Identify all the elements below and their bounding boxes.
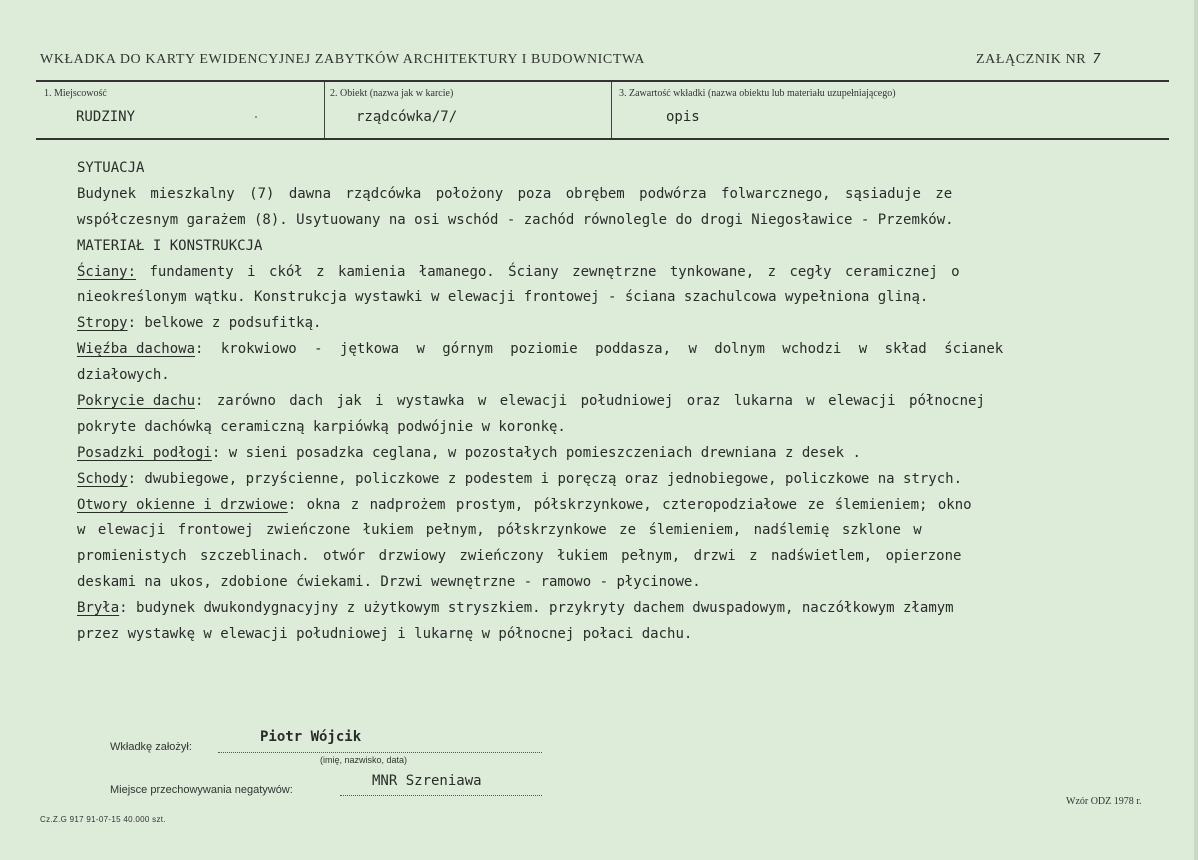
ceilings-text: : belkowe z podsufitką. (127, 315, 322, 332)
storage-line (340, 795, 542, 796)
stairs-label: Schody (77, 470, 128, 487)
walls-line-1 (77, 260, 1139, 286)
created-by-caption: (imię, nazwisko, data) (320, 755, 408, 765)
attachment-number (976, 52, 1101, 68)
stairs-text: : dwubiegowe, przyścienne, policzkowe z podestem i poręczą oraz jednobiegowe, policzkowe na strych. (127, 470, 963, 487)
roof-text-1: : krokwiowo - jętkowa w górnym poziomie poddasza, w dolnym wchodzi w skład ścianek (195, 341, 1004, 358)
roof-line-1 (77, 337, 1139, 363)
openings-line-2: w elewacji frontowej zwieńczone łukiem pełnym, półskrzynkowe ze ślemieniem, nadślemię szklone w (77, 522, 922, 539)
paper-speck (255, 116, 257, 118)
field-value-object: rządcówka/7/ (356, 109, 458, 125)
form-title: WKŁADKA DO KARTY EWIDENCYJNEJ ZABYTKÓW ARCHITEKTURY I BUDOWNICTWA (40, 52, 645, 67)
roof-label: Więźba dachowa (77, 341, 196, 358)
field-value-locality: RUDZINY (76, 109, 136, 125)
openings-line-1 (77, 493, 1139, 519)
walls-text-1: fundamenty i ckół z kamienia łamanego. Ściany zewnętrzne tynkowane, z cegły ceramicznej o (136, 263, 960, 280)
page-edge (1194, 0, 1198, 860)
created-by-label: Wkładkę założył: (110, 741, 192, 753)
created-by-value: Piotr Wójcik (260, 729, 362, 745)
mass-text-1: : budynek dwukondygnacyjny z użytkowym stryszkiem. przykryty dachem dwuspadowym, naczółkowym złamym (119, 600, 954, 617)
field-value-content: opis (666, 109, 700, 125)
mass-line-2: przez wystawkę w elewacji południowej i lukarnę w północnej połaci dachu. (77, 626, 693, 643)
situation-line-2: współczesnym garażem (8). Usytuowany na osi wschód - zachód równolegle do drogi Niegosławice - Przemków. (77, 211, 954, 228)
description-body (77, 156, 1139, 648)
attachment-label: ZAŁĄCZNIK NR (976, 52, 1087, 67)
ceilings-label: Stropy (77, 315, 128, 332)
stairs-line (77, 467, 1139, 493)
field-divider-1 (324, 82, 325, 138)
header-rule-top (36, 80, 1169, 82)
field-label-content: 3. Zawartość wkładki (nazwa obiektu lub materiału uzupełniającego) (619, 88, 896, 99)
storage-label: Miejsce przechowywania negatywów: (110, 784, 293, 796)
field-divider-2 (611, 82, 612, 138)
walls-label: Ściany: (77, 263, 137, 280)
floors-line (77, 441, 1139, 467)
floors-text: : w sieni posadzka ceglana, w pozostałych pomieszczeniach drewniana z desek . (211, 444, 861, 461)
cover-text-1: : zarówno dach jak i wystawka w elewacji południowej oraz lukarna w elewacji północnej (195, 393, 985, 410)
floors-label: Posadzki podłogi (77, 444, 212, 461)
field-label-locality: 1. Miejscowość (44, 88, 107, 99)
mass-label: Bryła (77, 600, 120, 617)
openings-line-4: deskami na ukos, zdobione ćwiekami. Drzwi wewnętrzne - ramowo - płycinowe. (77, 574, 701, 591)
cover-label: Pokrycie dachu (77, 393, 196, 410)
heading-situation: SYTUACJA (77, 160, 145, 176)
openings-text-1: : okna z nadprożem prostym, półskrzynkowe, czteropodziałowe ze ślemieniem; okno (287, 496, 972, 513)
ceilings-line (77, 311, 1139, 337)
cover-line-1 (77, 389, 1139, 415)
header-rule-bottom (36, 138, 1169, 140)
openings-line-3: promienistych szczeblinach. otwór drzwiowy zwieńczony łukiem pełnym, drzwi z nadświetlem, opierzone (77, 548, 962, 565)
print-info: Cz.Z.G 917 91-07-15 40.000 szt. (40, 815, 166, 824)
attachment-number-value: 7 (1092, 52, 1102, 67)
openings-label: Otwory okienne i drzwiowe (77, 496, 288, 513)
situation-line-1: Budynek mieszkalny (7) dawna rządcówka położony poza obrębem podwórza folwarcznego, sąsiaduje ze (77, 185, 953, 202)
created-by-line (218, 752, 542, 753)
walls-line-2: nieokreślonym wątku. Konstrukcja wystawki w elewacji frontowej - ściana szachulcowa wypełniona gliną. (77, 289, 929, 306)
cover-line-2: pokryte dachówką ceramiczną karpiówką podwójnie w koronkę. (77, 418, 566, 435)
template-info: Wzór ODZ 1978 r. (1066, 796, 1142, 807)
mass-line-1 (77, 596, 1139, 622)
storage-value: MNR Szreniawa (372, 773, 482, 789)
roof-line-2: działowych. (77, 367, 170, 384)
heading-material: MATERIAŁ I KONSTRUKCJA (77, 237, 263, 254)
field-label-object: 2. Obiekt (nazwa jak w karcie) (330, 88, 454, 99)
